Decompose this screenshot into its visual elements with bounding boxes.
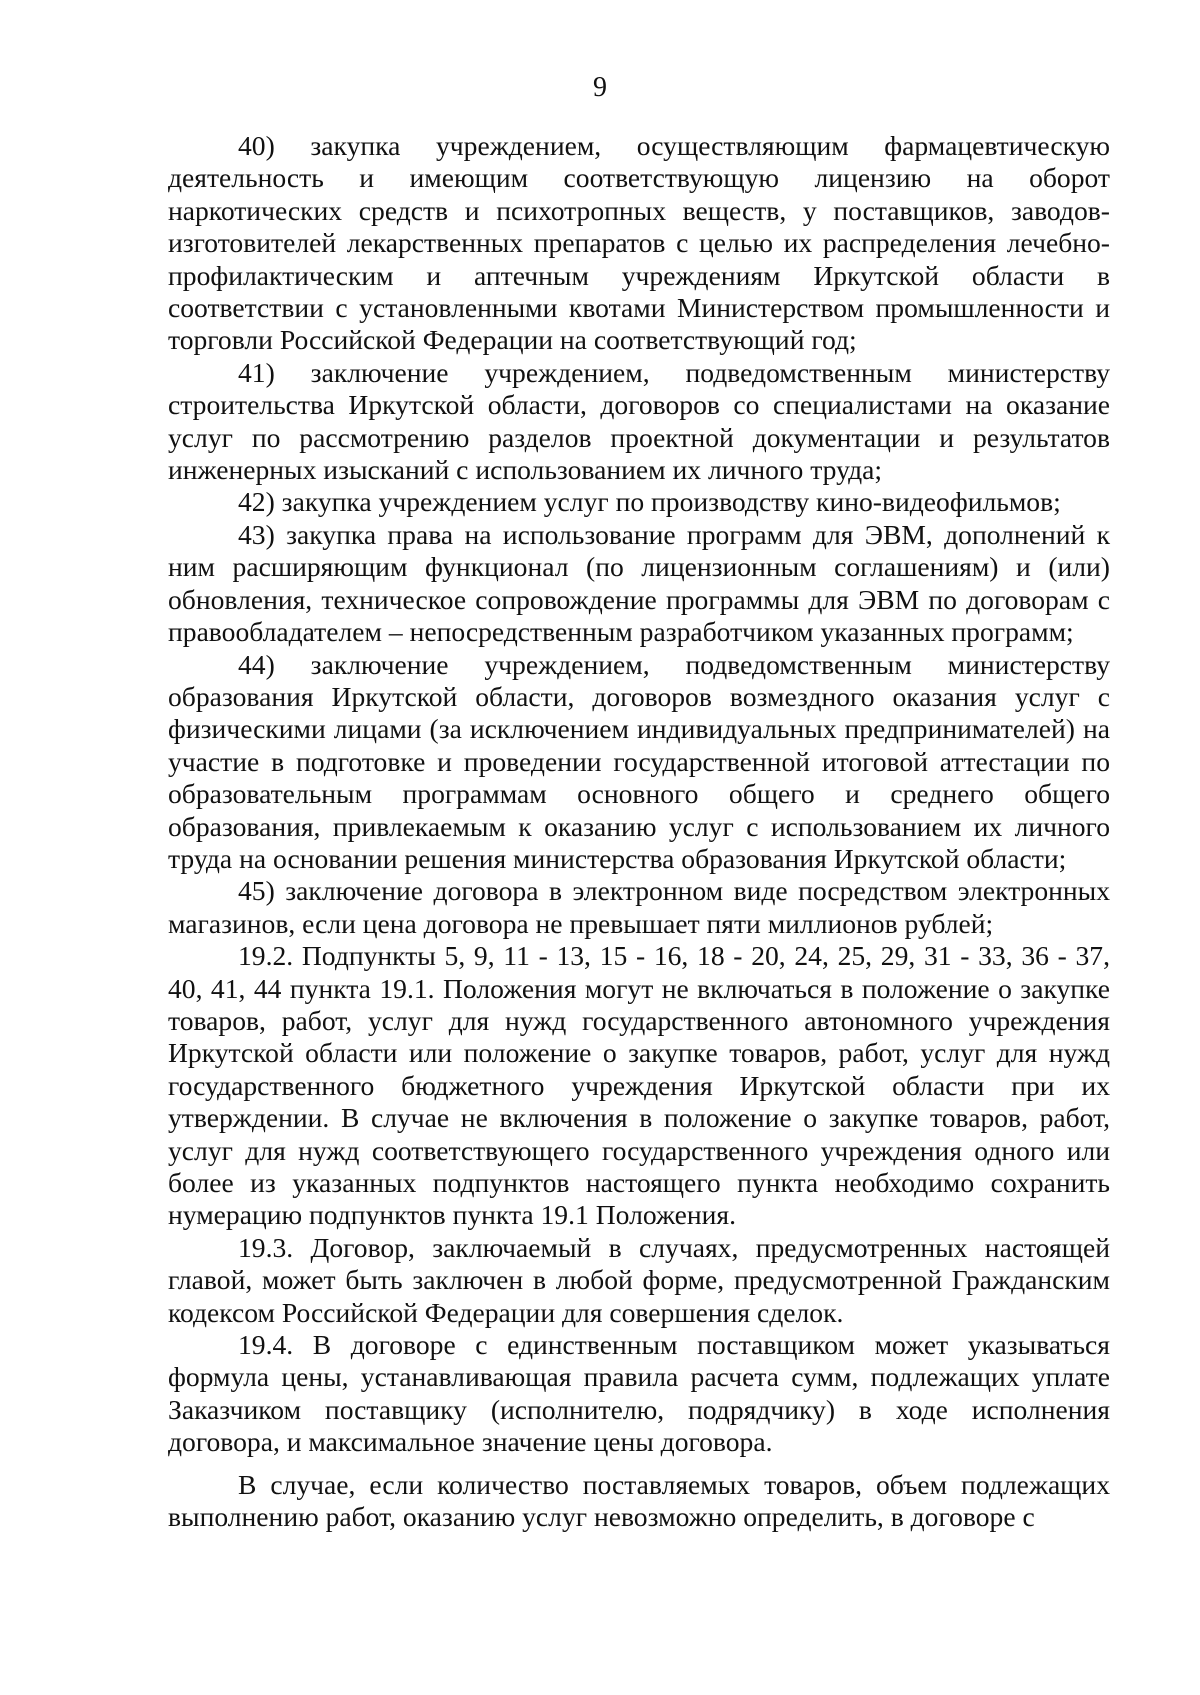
paragraph-item-45: 45) заключение договора в электронном виде посредством электронных магазинов, если цена договора не превышает пяти миллионов рублей; (168, 875, 1110, 939)
paragraph-clause-19-3: 19.3. Договор, заключаемый в случаях, предусмотренных настоящей главой, может быть заключен в любой форме, предусмотренной Гражданским кодексом Российской Федерации для совершения сделок. (168, 1231, 1110, 1328)
paragraph-item-44: 44) заключение учреждением, подведомственным министерству образования Иркутской области, договоров возмездного оказания услуг с физическими лицами (за исключением индивидуальных предпринимателей) на участие в подготовке и проведении государственной итоговой аттестации по образовательным программам основного общего и среднего общего образования, привлекаемым к оказанию услуг с использованием их личного труда на основании решения министерства образования Иркутской области; (168, 648, 1110, 874)
paragraph-item-41: 41) заключение учреждением, подведомственным министерству строительства Иркутской области, договоров со специалистами на оказание услуг по рассмотрению разделов проектной документации и результатов инженерных изысканий с использованием их личного труда; (168, 356, 1110, 486)
page-number: 9 (593, 72, 607, 103)
paragraph-clause-19-2: 19.2. Подпункты 5, 9, 11 - 13, 15 - 16, 18 - 20, 24, 25, 29, 31 - 33, 36 - 37, 40, 41, 44 пункта 19.1. Положения могут не включаться в положение о закупке товаров, работ, услуг для нужд государственного автономного учреждения Иркутской области или положение о закупке товаров, работ, услуг для нужд государственного бюджетного учреждения Иркутской области при их утверждении. В случае не включения в положение о закупке товаров, работ, услуг для нужд соответствующего государственного учреждения одного или более из указанных подпунктов настоящего пункта необходимо сохранить нумерацию подпунктов пункта 19.1 Положения. (168, 940, 1110, 1231)
paragraph-clause-19-4: 19.4. В договоре с единственным поставщиком может указываться формула цены, устанавливающая правила расчета сумм, подлежащих уплате Заказчиком поставщику (исполнителю, подрядчику) в ходе исполнения договора, и максимальное значение цены договора. (168, 1329, 1110, 1458)
paragraph-item-40: 40) закупка учреждением, осуществляющим фармацевтическую деятельность и имеющим соответствующую лицензию на оборот наркотических средств и психотропных веществ, у поставщиков, заводов-изготовителей лекарственных препаратов с целью их распределения лечебно-профилактическим и аптечным учреждениям Иркутской области в соответствии с установленными квотами Министерством промышленности и торговли Российской Федерации на соответствующий год; (168, 130, 1110, 356)
document-body (168, 130, 1110, 1533)
paragraph-item-42: 42) закупка учреждением услуг по производству кино-видеофильмов; (238, 486, 1061, 518)
paragraph-item-43: 43) закупка права на использование программ для ЭВМ, дополнений к ним расширяющим функционал (по лицензионным соглашениям) и (или) обновления, техническое сопровождение программы для ЭВМ по договорам с правообладателем – непосредственным разработчиком указанных программ; (168, 518, 1110, 648)
paragraph-continuation: В случае, если количество поставляемых товаров, объем подлежащих выполнению работ, оказанию услуг невозможно определить, в договоре с (168, 1468, 1110, 1533)
